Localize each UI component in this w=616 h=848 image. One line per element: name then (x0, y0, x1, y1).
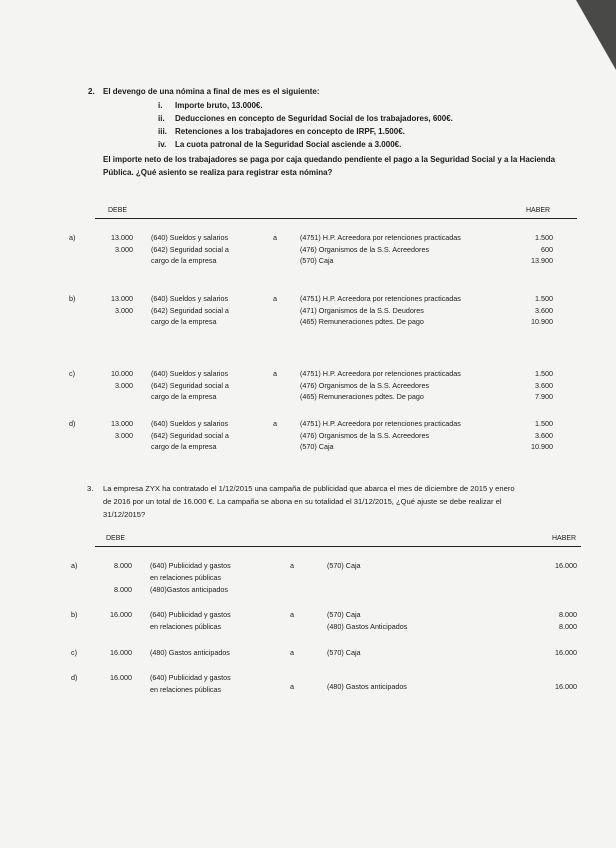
option-letter: b) (69, 294, 76, 303)
credit-account: (570) Caja (300, 256, 334, 265)
q3-number: 3. (87, 484, 94, 493)
q2-text: Pública. ¿Qué asiento se realiza para registrar esta nómina? (103, 168, 333, 177)
credit-account: (4751) H.P. Acreedora por retenciones practicadas (300, 294, 461, 303)
credit-amount: 8.000 (559, 610, 577, 619)
option-letter: b) (71, 610, 78, 619)
debit-account: (640) Sueldos y salarios (151, 369, 229, 378)
credit-account: (465) Remuneraciones pdtes. De pago (300, 392, 424, 401)
debit-account: (640) Publicidad y gastos (150, 610, 231, 619)
credit-account: (570) Caja (300, 442, 334, 451)
debit-account: (640) Sueldos y salarios (151, 233, 229, 242)
debit-account: (640) Publicidad y gastos (150, 673, 231, 682)
haber-header: HABER (552, 535, 577, 542)
debit-account: (642) Seguridad social a (151, 244, 229, 254)
debit-amount: 16.000 (110, 673, 132, 682)
option-letter: d) (71, 673, 78, 682)
debit-amount: 13.000 (111, 294, 133, 303)
debit-amount: 13.000 (111, 419, 133, 428)
debit-amount: 3.000 (115, 430, 133, 440)
debit-account: (480)Gastos anticipados (150, 585, 228, 594)
debit-account: cargo de la empresa (151, 256, 217, 265)
credit-amount: 7.900 (535, 392, 553, 401)
credit-account: (480) Gastos Anticipados (327, 621, 408, 631)
q3-text: La empresa ZYX ha contratado el 1/12/2015 una campaña de publicidad que abarca el mes de diciembre de 2015 y enero (103, 484, 515, 493)
q2-text: El importe neto de los trabajadores se paga por caja quedando pendiente el pago a la Seguridad Social y a la Hacienda (103, 155, 556, 164)
credit-account: (476) Organismos de la S.S. Acreedores (300, 380, 430, 390)
debit-amount: 10.000 (111, 369, 133, 378)
entry-separator: a (273, 369, 277, 378)
debit-account: cargo de la empresa (151, 392, 217, 401)
option-letter: d) (69, 419, 76, 428)
credit-account: (4751) H.P. Acreedora por retenciones practicadas (300, 233, 461, 242)
debit-account: (642) Seguridad social a (151, 430, 229, 440)
credit-amount: 3.600 (535, 430, 553, 440)
credit-amount: 1.500 (535, 419, 553, 428)
debit-account: en relaciones públicas (150, 572, 222, 582)
credit-amount: 10.900 (531, 317, 553, 326)
q2-number: 2. (88, 87, 95, 96)
entry-separator: a (273, 419, 277, 428)
credit-amount: 1.500 (535, 294, 553, 303)
option-letter: a) (69, 233, 76, 242)
debe-header: DEBE (108, 207, 128, 214)
credit-account: (476) Organismos de la S.S. Acreedores (300, 430, 430, 440)
q2-title: El devengo de una nómina a final de mes es el siguiente: (103, 87, 320, 96)
credit-amount: 16.000 (555, 648, 577, 657)
debe-header: DEBE (106, 535, 126, 542)
debit-amount: 16.000 (110, 610, 132, 619)
q3-text: 31/12/2015? (103, 510, 146, 519)
debit-account: en relaciones públicas (150, 621, 222, 631)
haber-header: HABER (526, 207, 551, 214)
credit-account: (4751) H.P. Acreedora por retenciones practicadas (300, 419, 461, 428)
debit-account: (480) Gastos anticipados (150, 648, 230, 657)
header-rule (95, 546, 581, 547)
debit-amount: 3.000 (115, 380, 133, 390)
credit-account: (465) Remuneraciones pdtes. De pago (300, 317, 424, 326)
credit-account: (570) Caja (327, 561, 361, 570)
entry-separator: a (290, 648, 294, 657)
q2-item-text: La cuota patronal de la Seguridad Social asciende a 3.000€. (175, 140, 402, 149)
debit-account: en relaciones públicas (150, 684, 222, 694)
credit-amount: 16.000 (555, 561, 577, 570)
debit-account: (640) Publicidad y gastos (150, 561, 231, 570)
credit-amount: 1.500 (535, 369, 553, 378)
credit-account: (4751) H.P. Acreedora por retenciones practicadas (300, 369, 461, 378)
credit-amount: 3.600 (535, 305, 553, 315)
entry-separator: a (290, 610, 294, 619)
q2-item-num: iv. (158, 140, 167, 149)
credit-account: (570) Caja (327, 648, 361, 657)
debit-account: (642) Seguridad social a (151, 305, 229, 315)
option-letter: c) (71, 648, 77, 657)
debit-amount: 8.000 (114, 585, 132, 594)
q2-item-text: Importe bruto, 13.000€. (175, 101, 263, 110)
debit-account: (640) Sueldos y salarios (151, 419, 229, 428)
option-letter: c) (69, 369, 75, 378)
credit-account: (570) Caja (327, 610, 361, 619)
debit-account: (642) Seguridad social a (151, 380, 229, 390)
entry-separator: a (273, 294, 277, 303)
debit-amount: 8.000 (114, 561, 132, 570)
credit-account: (480) Gastos anticipados (327, 682, 407, 691)
entry-separator: a (273, 233, 277, 242)
debit-account: (640) Sueldos y salarios (151, 294, 229, 303)
debit-amount: 16.000 (110, 648, 132, 657)
credit-account: (471) Organismos de la S.S. Deudores (300, 305, 424, 315)
credit-amount: 8.000 (559, 621, 577, 631)
debit-amount: 3.000 (115, 305, 133, 315)
folded-corner (576, 0, 616, 70)
debit-amount: 3.000 (115, 244, 133, 254)
entry-separator: a (290, 682, 294, 691)
q2-item-num: iii. (158, 127, 167, 136)
entry-separator: a (290, 561, 294, 570)
q2-item-num: ii. (158, 114, 165, 123)
option-letter: a) (71, 561, 78, 570)
q2-item-text: Deducciones en concepto de Seguridad Social de los trabajadores, 600€. (175, 114, 453, 123)
debit-account: cargo de la empresa (151, 317, 217, 326)
credit-account: (476) Organismos de la S.S. Acreedores (300, 244, 430, 254)
credit-amount: 13.900 (531, 256, 553, 265)
q2-item-num: i. (158, 101, 163, 110)
credit-amount: 1.500 (535, 233, 553, 242)
credit-amount: 16.000 (555, 682, 577, 691)
q3-text: de 2016 por un total de 16.000 €. La campaña se abona en su totalidad el 31/12/2015, ¿Qué ajuste se debe realizar el (103, 497, 502, 506)
q2-item-text: Retenciones a los trabajadores en concepto de IRPF, 1.500€. (175, 127, 405, 136)
debit-amount: 13.000 (111, 233, 133, 242)
debit-account: cargo de la empresa (151, 442, 217, 451)
credit-amount: 3.600 (535, 380, 553, 390)
credit-amount: 10.900 (531, 442, 553, 451)
credit-amount: 600 (541, 244, 553, 254)
header-rule (95, 218, 577, 219)
